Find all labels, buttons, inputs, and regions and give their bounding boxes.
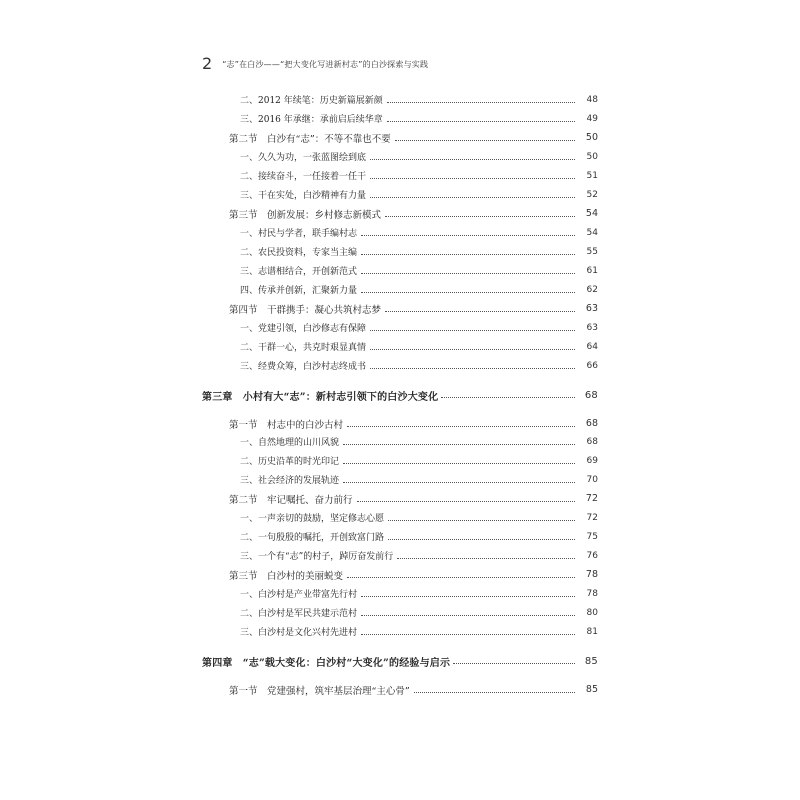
toc-item: [240, 185, 598, 204]
toc-item-label: 二、一句殷殷的嘱托，开创致富门路: [240, 533, 385, 543]
toc-item-label: 三、2016 年承继：承前启后续华章: [240, 115, 383, 125]
toc-page-number: 64: [586, 341, 598, 352]
toc-item: [240, 451, 598, 470]
dot-leader: [361, 633, 575, 635]
toc-item-label: 二、接续奋斗，一任接着一任干: [240, 172, 367, 182]
toc-item-label: 三、白沙村是文化兴村先进村: [240, 628, 358, 638]
dot-leader: [453, 662, 575, 664]
dot-leader: [361, 253, 575, 255]
dot-leader: [441, 396, 575, 398]
toc-page-number: 72: [586, 512, 598, 523]
dot-leader: [388, 538, 575, 540]
toc-item-label: 一、白沙村是产业带富先行村: [240, 590, 358, 600]
toc-item-label: 四、传承并创新，汇聚新力量: [240, 286, 358, 296]
toc-page-number: 54: [586, 227, 598, 238]
toc-page-number: 63: [585, 303, 598, 314]
toc-page-number: 68: [586, 436, 598, 447]
toc-item-label: 三、经费众筹，白沙村志终成书: [240, 362, 367, 372]
dot-leader: [388, 519, 575, 521]
toc-item-label: 一、党建引领，白沙修志有保障: [240, 324, 367, 334]
toc-page-number: 54: [585, 208, 598, 219]
toc-page-number: 85: [584, 655, 598, 667]
toc-section: [229, 489, 598, 508]
toc-page-number: 80: [586, 607, 598, 618]
toc-item: [240, 546, 598, 565]
toc-item: [240, 470, 598, 489]
toc-page-number: 52: [586, 189, 598, 200]
dot-leader: [414, 691, 575, 693]
toc-page-number: 66: [586, 360, 598, 371]
toc-page-number: 50: [585, 132, 598, 143]
toc-chapter: [202, 384, 598, 406]
toc-item-label: 二、历史沿革的时光印记: [240, 457, 340, 467]
toc-section: [229, 128, 598, 147]
toc-item: [240, 432, 598, 451]
dot-leader: [370, 158, 575, 160]
dot-leader: [370, 329, 575, 331]
toc-chapter-label: 第三章 小村有大“志”：新村志引领下的白沙大变化: [202, 391, 439, 403]
toc-section: [229, 204, 598, 223]
toc-item-label: 三、一个有“志”的村子，踔厉奋发前行: [240, 552, 394, 562]
dot-leader: [385, 310, 575, 312]
toc-item: [240, 261, 598, 280]
toc-page-number: 49: [586, 113, 598, 124]
toc-item-label: 二、干群一心，共克时艰显真情: [240, 343, 367, 353]
dot-leader: [385, 215, 575, 217]
toc-item: [240, 603, 598, 622]
dot-leader: [361, 234, 575, 236]
toc-page-number: 72: [585, 493, 598, 504]
toc-section-label: 第一节 村志中的白沙古村: [229, 419, 344, 431]
toc-item: [240, 90, 598, 109]
dot-leader: [395, 139, 575, 141]
toc-section: [229, 680, 598, 699]
toc-page-number: 78: [586, 588, 598, 599]
dot-leader: [370, 348, 575, 350]
toc-page-number: 75: [586, 531, 598, 542]
toc-item-label: 一、久久为功，一张蓝图绘到底: [240, 153, 367, 163]
toc-page-number: 55: [586, 246, 598, 257]
toc-page-number: 69: [586, 455, 598, 466]
toc-page-number: 78: [585, 569, 598, 580]
toc-item-label: 三、社会经济的发展轨迹: [240, 476, 340, 486]
toc-page-number: 61: [586, 265, 598, 276]
dot-leader: [343, 443, 575, 445]
toc-item: [240, 147, 598, 166]
toc-page-number: 63: [586, 322, 598, 333]
toc-section: [229, 565, 598, 584]
toc-item-label: 一、自然地理的山川风貌: [240, 438, 340, 448]
toc-item: [240, 622, 598, 641]
toc-item: [240, 166, 598, 185]
toc-item-label: 二、农民投资料，专家当主编: [240, 248, 358, 258]
toc-item: [240, 318, 598, 337]
toc-item: [240, 109, 598, 128]
dot-leader: [387, 101, 575, 103]
toc-item-label: 一、一声亲切的鼓励，坚定修志心愿: [240, 514, 385, 524]
toc-page-number: 48: [586, 94, 598, 105]
toc-item-label: 三、志谱相结合，开创新范式: [240, 267, 358, 277]
toc-chapter-label: 第四章 “志”载大变化：白沙村“大变化”的经验与启示: [202, 657, 451, 669]
dot-leader: [397, 557, 575, 559]
toc-item: [240, 508, 598, 527]
toc-item: [240, 280, 598, 299]
toc-page-number: 50: [586, 151, 598, 162]
toc-page-number: 68: [585, 418, 598, 429]
dot-leader: [347, 425, 575, 427]
toc-page-number: 85: [585, 684, 598, 695]
toc-item: [240, 356, 598, 375]
toc-page-number: 70: [586, 474, 598, 485]
toc-item: [240, 337, 598, 356]
toc-item-label: 二、2012 年续笔：历史新篇展新颜: [240, 96, 383, 106]
dot-leader: [343, 462, 575, 464]
dot-leader: [343, 481, 575, 483]
toc-item-label: 三、干在实处，白沙精神有力量: [240, 191, 367, 201]
toc-section: [229, 299, 598, 318]
toc-page-number: 62: [586, 284, 598, 295]
toc-section-label: 第四节 干群携手：凝心共筑村志梦: [229, 304, 382, 316]
toc-chapter: [202, 650, 598, 672]
dot-leader: [361, 272, 575, 274]
book-title-header: “志”在白沙——“把大变化写进新村志”的白沙探索与实践: [222, 59, 429, 69]
dot-leader: [357, 500, 575, 502]
toc-item-label: 一、村民与学者，联手编村志: [240, 229, 358, 239]
toc-item: [240, 223, 598, 242]
dot-leader: [347, 576, 575, 578]
dot-leader: [361, 291, 575, 293]
toc-section-label: 第三节 创新发展：乡村修志新模式: [229, 209, 382, 221]
toc-page-number: 81: [586, 626, 598, 637]
toc-page-number: 68: [584, 389, 598, 401]
toc-section-label: 第一节 党建强村，筑牢基层治理“主心骨”: [229, 685, 410, 697]
page-number: 2: [202, 53, 213, 73]
dot-leader: [361, 595, 575, 597]
toc-section: [229, 414, 598, 433]
dot-leader: [387, 120, 575, 122]
dot-leader: [370, 367, 575, 369]
dot-leader: [361, 614, 575, 616]
toc-item: [240, 584, 598, 603]
toc-section-label: 第二节 白沙有“志”：不等不靠也不要: [229, 133, 391, 145]
toc-page-number: 76: [586, 550, 598, 561]
dot-leader: [370, 177, 575, 179]
toc-item: [240, 242, 598, 261]
dot-leader: [370, 196, 575, 198]
toc-page-number: 51: [586, 170, 598, 181]
toc-item: [240, 527, 598, 546]
toc-item-label: 二、白沙村是军民共建示范村: [240, 609, 358, 619]
toc-section-label: 第三节 白沙村的美丽蜕变: [229, 570, 344, 582]
toc-section-label: 第二节 牢记嘱托、奋力前行: [229, 494, 353, 506]
